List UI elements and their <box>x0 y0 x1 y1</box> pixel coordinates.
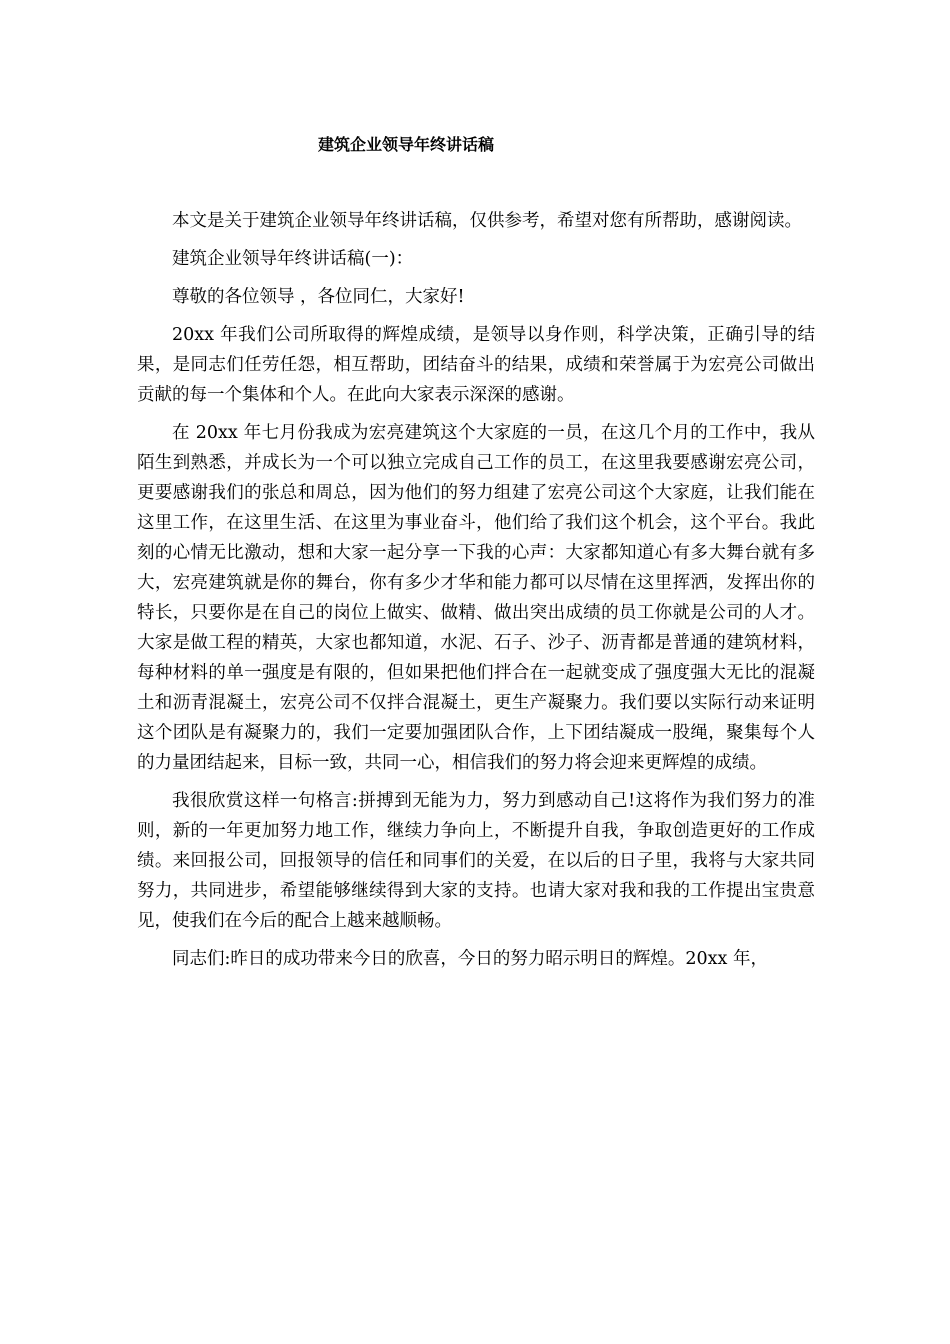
paragraph-intro: 本文是关于建筑企业领导年终讲话稿，仅供参考，希望对您有所帮助，感谢阅读。 <box>172 211 802 231</box>
paragraph-motto: 我很欣赏这样一句格言:拼搏到无能为力，努力到感动自己!这将作为我们努力的准则，新的一年更加努力地工作，继续力争向上，不断提升自我，争取创造更好的工作成绩。来回报公司，回报领导的信任和同事们的关爱，在以后的日子里，我将与大家共同努力，共同进步，希望能够继续得到大家的支持。也请大家对我和我的工作提出宝贵意见，使我们在今后的配合上越来越顺畅。 <box>137 791 815 931</box>
paragraph-closing: 同志们:昨日的成功带来今日的欣喜，今日的努力昭示明日的辉煌。20xx 年， <box>172 949 768 969</box>
paragraph-subtitle: 建筑企业领导年终讲话稿(一)： <box>172 249 414 269</box>
document-body <box>137 206 815 974</box>
document-title: 建筑企业领导年终讲话稿 <box>318 135 495 154</box>
paragraph-achievements: 20xx 年我们公司所取得的辉煌成绩，是领导以身作则，科学决策，正确引导的结果，是同志们任劳任怨，相互帮助，团结奋斗的结果，成绩和荣誉属于为宏亮公司做出贡献的每一个集体和个人。在此向大家表示深深的感谢。 <box>137 325 815 405</box>
paragraph-personal-story: 在 20xx 年七月份我成为宏亮建筑这个大家庭的一员，在这几个月的工作中，我从陌生到熟悉，并成长为一个可以独立完成自己工作的员工，在这里我要感谢宏亮公司，更要感谢我们的张总和周总，因为他们的努力组建了宏亮公司这个大家庭，让我们能在这里工作，在这里生活、在这里为事业奋斗，他们给了我们这个机会，这个平台。我此刻的心情无比激动，想和大家一起分享一下我的心声：大家都知道心有多大舞台就有多大，宏亮建筑就是你的舞台，你有多少才华和能力都可以尽情在这里挥洒，发挥出你的特长，只要你是在自己的岗位上做实、做精、做出突出成绩的员工你就是公司的人才。大家是做工程的精英，大家也都知道，水泥、石子、沙子、沥青都是普通的建筑材料，每种材料的单一强度是有限的，但如果把他们拌合在一起就变成了强度强大无比的混凝土和沥青混凝土，宏亮公司不仅拌合混凝土，更生产凝聚力。我们要以实际行动来证明这个团队是有凝聚力的，我们一定要加强团队合作，上下团结凝成一股绳，聚集每个人的力量团结起来，目标一致，共同一心，相信我们的努力将会迎来更辉煌的成绩。 <box>137 423 815 773</box>
paragraph-greeting: 尊敬的各位领导 ，各位同仁，大家好! <box>172 287 465 307</box>
